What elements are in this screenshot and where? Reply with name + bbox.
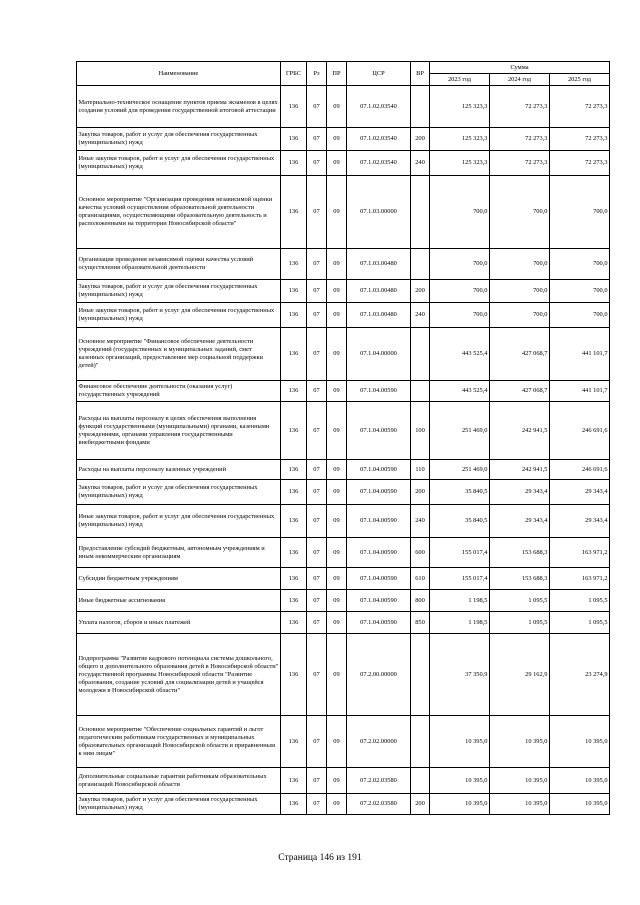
cell-csr: 07.1.04.00590 bbox=[347, 381, 411, 402]
cell-2023: 10 395,0 bbox=[430, 768, 490, 794]
cell-2023: 1 198,5 bbox=[430, 590, 490, 612]
table-row bbox=[77, 768, 610, 794]
cell-2024: 700,0 bbox=[490, 249, 550, 280]
cell-grbs: 136 bbox=[281, 568, 307, 590]
cell-2025: 23 274,9 bbox=[550, 634, 610, 716]
cell-2025: 29 343,4 bbox=[550, 505, 610, 538]
col-header-vr: ВР bbox=[411, 62, 430, 86]
cell-rz: 07 bbox=[307, 328, 327, 381]
cell-csr: 07.1.03.00480 bbox=[347, 249, 411, 280]
cell-2024: 700,0 bbox=[490, 176, 550, 249]
cell-name: Организация проведения независимой оценки качества условий осуществления образовательной деятельности bbox=[77, 249, 281, 280]
cell-pr: 09 bbox=[327, 303, 347, 328]
cell-2024: 700,0 bbox=[490, 280, 550, 303]
cell-grbs: 136 bbox=[281, 328, 307, 381]
cell-grbs: 136 bbox=[281, 128, 307, 151]
col-header-year-2023: 2023 год bbox=[430, 74, 490, 86]
cell-name: Иные закупки товаров, работ и услуг для обеспечения государственных (муниципальных) нужд bbox=[77, 151, 281, 176]
cell-pr: 09 bbox=[327, 460, 347, 480]
cell-2023: 443 525,4 bbox=[430, 381, 490, 402]
cell-rz: 07 bbox=[307, 249, 327, 280]
table-row bbox=[77, 128, 610, 151]
cell-vr bbox=[411, 716, 430, 768]
cell-2025: 10 395,0 bbox=[550, 768, 610, 794]
cell-grbs: 136 bbox=[281, 480, 307, 505]
cell-2025: 1 095,5 bbox=[550, 612, 610, 634]
cell-pr: 09 bbox=[327, 716, 347, 768]
cell-csr: 07.1.02.03540 bbox=[347, 86, 411, 128]
table-row bbox=[77, 381, 610, 402]
cell-2025: 163 971,2 bbox=[550, 568, 610, 590]
cell-vr bbox=[411, 381, 430, 402]
table-row bbox=[77, 590, 610, 612]
cell-2024: 29 162,9 bbox=[490, 634, 550, 716]
cell-name: Закупка товаров, работ и услуг для обеспечения государственных (муниципальных) нужд bbox=[77, 794, 281, 815]
cell-vr bbox=[411, 634, 430, 716]
page-number: Страница 146 из 191 bbox=[278, 853, 362, 863]
table-row bbox=[77, 460, 610, 480]
cell-2024: 10 395,0 bbox=[490, 768, 550, 794]
cell-2025: 1 095,5 bbox=[550, 590, 610, 612]
cell-grbs: 136 bbox=[281, 768, 307, 794]
cell-2023: 700,0 bbox=[430, 303, 490, 328]
cell-pr: 09 bbox=[327, 568, 347, 590]
cell-grbs: 136 bbox=[281, 151, 307, 176]
cell-name: Иные бюджетные ассигнования bbox=[77, 590, 281, 612]
col-header-csr: ЦСР bbox=[347, 62, 411, 86]
col-header-year-2024: 2024 год bbox=[490, 74, 550, 86]
cell-2023: 125 323,3 bbox=[430, 151, 490, 176]
table-row bbox=[77, 303, 610, 328]
cell-2025: 72 273,3 bbox=[550, 86, 610, 128]
cell-csr: 07.1.04.00590 bbox=[347, 505, 411, 538]
cell-2025: 700,0 bbox=[550, 303, 610, 328]
cell-2025: 10 395,0 bbox=[550, 716, 610, 768]
cell-name: Субсидии бюджетным учреждениям bbox=[77, 568, 281, 590]
cell-name: Уплата налогов, сборов и иных платежей bbox=[77, 612, 281, 634]
cell-pr: 09 bbox=[327, 381, 347, 402]
table-row bbox=[77, 538, 610, 568]
cell-rz: 07 bbox=[307, 634, 327, 716]
cell-2024: 29 343,4 bbox=[490, 505, 550, 538]
cell-2024: 72 273,3 bbox=[490, 151, 550, 176]
cell-vr bbox=[411, 249, 430, 280]
table-header bbox=[77, 62, 610, 86]
cell-name: Расходы на выплаты персоналу казенных учреждений bbox=[77, 460, 281, 480]
cell-2025: 700,0 bbox=[550, 176, 610, 249]
cell-2023: 35 840,5 bbox=[430, 480, 490, 505]
cell-2024: 1 095,5 bbox=[490, 590, 550, 612]
cell-2023: 37 350,9 bbox=[430, 634, 490, 716]
cell-name: Финансовое обеспечение деятельности (оказания услуг) государственных учреждений bbox=[77, 381, 281, 402]
cell-2024: 1 095,5 bbox=[490, 612, 550, 634]
cell-name: Предоставление субсидий бюджетным, автономным учреждениям и иным некоммерческим организациям bbox=[77, 538, 281, 568]
cell-pr: 09 bbox=[327, 151, 347, 176]
cell-name: Основное мероприятие "Организация проведения независимой оценки качества условий осуществления образовательной деятельности организациями, осуществляющими образовательную деятельность и расположенными на территории Новосибирской области" bbox=[77, 176, 281, 249]
cell-rz: 07 bbox=[307, 402, 327, 460]
cell-name: Основное мероприятие "Финансовое обеспечение деятельности учреждений (государственных и муниципальных заданий, смет казенных организаций, предоставление мер социальной поддержки детей)" bbox=[77, 328, 281, 381]
cell-grbs: 136 bbox=[281, 303, 307, 328]
col-header-year-2025: 2025 год bbox=[550, 74, 610, 86]
cell-grbs: 136 bbox=[281, 249, 307, 280]
cell-rz: 07 bbox=[307, 768, 327, 794]
table-row bbox=[77, 634, 610, 716]
cell-pr: 09 bbox=[327, 590, 347, 612]
cell-vr: 200 bbox=[411, 480, 430, 505]
table-body bbox=[77, 86, 610, 815]
cell-rz: 07 bbox=[307, 612, 327, 634]
cell-csr: 07.1.04.00590 bbox=[347, 402, 411, 460]
cell-name: Расходы на выплаты персоналу в целях обеспечения выполнения функций государственными (муниципальными) органами, казенными учреждениями, органами управления государственными внебюджетными фондами bbox=[77, 402, 281, 460]
cell-name: Материально-техническое оснащение пунктов приема экзаменов в целях создания условий для проведения государственной итоговой аттестации bbox=[77, 86, 281, 128]
cell-pr: 09 bbox=[327, 634, 347, 716]
cell-pr: 09 bbox=[327, 176, 347, 249]
cell-grbs: 136 bbox=[281, 280, 307, 303]
cell-pr: 09 bbox=[327, 249, 347, 280]
cell-pr: 09 bbox=[327, 612, 347, 634]
table-row bbox=[77, 249, 610, 280]
cell-grbs: 136 bbox=[281, 634, 307, 716]
cell-rz: 07 bbox=[307, 303, 327, 328]
cell-grbs: 136 bbox=[281, 612, 307, 634]
cell-2023: 155 017,4 bbox=[430, 568, 490, 590]
cell-rz: 07 bbox=[307, 794, 327, 815]
cell-csr: 07.1.03.00000 bbox=[347, 176, 411, 249]
cell-2024: 153 688,3 bbox=[490, 568, 550, 590]
table-row bbox=[77, 86, 610, 128]
cell-vr: 200 bbox=[411, 794, 430, 815]
cell-2024: 700,0 bbox=[490, 303, 550, 328]
cell-2024: 242 941,5 bbox=[490, 460, 550, 480]
cell-pr: 09 bbox=[327, 328, 347, 381]
cell-grbs: 136 bbox=[281, 505, 307, 538]
cell-2023: 1 198,5 bbox=[430, 612, 490, 634]
col-header-sum: Сумма bbox=[430, 62, 610, 74]
cell-name: Закупка товаров, работ и услуг для обеспечения государственных (муниципальных) нужд bbox=[77, 480, 281, 505]
cell-2023: 251 469,0 bbox=[430, 402, 490, 460]
cell-name: Закупка товаров, работ и услуг для обеспечения государственных (муниципальных) нужд bbox=[77, 280, 281, 303]
col-header-pr: ПР bbox=[327, 62, 347, 86]
cell-2025: 10 395,0 bbox=[550, 794, 610, 815]
cell-2025: 72 273,3 bbox=[550, 151, 610, 176]
cell-rz: 07 bbox=[307, 590, 327, 612]
cell-rz: 07 bbox=[307, 480, 327, 505]
cell-vr: 610 bbox=[411, 568, 430, 590]
cell-pr: 09 bbox=[327, 128, 347, 151]
cell-grbs: 136 bbox=[281, 86, 307, 128]
cell-rz: 07 bbox=[307, 86, 327, 128]
cell-rz: 07 bbox=[307, 280, 327, 303]
cell-csr: 07.2.02.03580 bbox=[347, 768, 411, 794]
cell-grbs: 136 bbox=[281, 460, 307, 480]
cell-2024: 72 273,3 bbox=[490, 128, 550, 151]
cell-csr: 07.2.00.00000 bbox=[347, 634, 411, 716]
cell-grbs: 136 bbox=[281, 538, 307, 568]
cell-vr: 600 bbox=[411, 538, 430, 568]
cell-pr: 09 bbox=[327, 480, 347, 505]
cell-grbs: 136 bbox=[281, 716, 307, 768]
cell-rz: 07 bbox=[307, 538, 327, 568]
col-header-rz: Рз bbox=[307, 62, 327, 86]
table-row bbox=[77, 505, 610, 538]
cell-rz: 07 bbox=[307, 151, 327, 176]
cell-2025: 246 691,6 bbox=[550, 460, 610, 480]
cell-rz: 07 bbox=[307, 505, 327, 538]
table-row bbox=[77, 402, 610, 460]
cell-csr: 07.1.04.00590 bbox=[347, 612, 411, 634]
cell-vr bbox=[411, 176, 430, 249]
cell-vr: 240 bbox=[411, 151, 430, 176]
cell-vr bbox=[411, 768, 430, 794]
cell-name: Дополнительные социальные гарантии работникам образовательных организаций Новосибирской области bbox=[77, 768, 281, 794]
cell-2024: 427 068,7 bbox=[490, 381, 550, 402]
table-row bbox=[77, 794, 610, 815]
cell-pr: 09 bbox=[327, 538, 347, 568]
cell-2024: 10 395,0 bbox=[490, 794, 550, 815]
cell-2023: 10 395,0 bbox=[430, 716, 490, 768]
cell-2024: 29 343,4 bbox=[490, 480, 550, 505]
cell-2025: 441 101,7 bbox=[550, 381, 610, 402]
cell-pr: 09 bbox=[327, 86, 347, 128]
cell-vr: 200 bbox=[411, 128, 430, 151]
cell-2025: 163 971,2 bbox=[550, 538, 610, 568]
cell-csr: 07.1.04.00590 bbox=[347, 590, 411, 612]
cell-csr: 07.1.04.00590 bbox=[347, 460, 411, 480]
cell-2024: 242 941,5 bbox=[490, 402, 550, 460]
cell-grbs: 136 bbox=[281, 590, 307, 612]
cell-2024: 427 068,7 bbox=[490, 328, 550, 381]
cell-rz: 07 bbox=[307, 716, 327, 768]
cell-2024: 72 273,3 bbox=[490, 86, 550, 128]
cell-pr: 09 bbox=[327, 402, 347, 460]
cell-vr: 200 bbox=[411, 280, 430, 303]
cell-grbs: 136 bbox=[281, 402, 307, 460]
cell-2023: 35 840,5 bbox=[430, 505, 490, 538]
table-row bbox=[77, 480, 610, 505]
table-row bbox=[77, 328, 610, 381]
cell-vr: 240 bbox=[411, 303, 430, 328]
cell-pr: 09 bbox=[327, 768, 347, 794]
cell-rz: 07 bbox=[307, 568, 327, 590]
cell-grbs: 136 bbox=[281, 381, 307, 402]
cell-2025: 72 273,3 bbox=[550, 128, 610, 151]
col-header-grbs: ГРБС bbox=[281, 62, 307, 86]
cell-csr: 07.1.03.00480 bbox=[347, 280, 411, 303]
cell-name: Основное мероприятие "Обеспечение социальных гарантий и льгот педагогическим работникам государственных и муниципальных образовательных организаций Новосибирской области и приравненным к ним лицам" bbox=[77, 716, 281, 768]
cell-rz: 07 bbox=[307, 176, 327, 249]
cell-vr bbox=[411, 328, 430, 381]
cell-2025: 700,0 bbox=[550, 280, 610, 303]
cell-2025: 441 101,7 bbox=[550, 328, 610, 381]
cell-2024: 153 688,3 bbox=[490, 538, 550, 568]
cell-2023: 700,0 bbox=[430, 176, 490, 249]
cell-2023: 125 323,3 bbox=[430, 86, 490, 128]
cell-csr: 07.1.03.00480 bbox=[347, 303, 411, 328]
cell-vr: 110 bbox=[411, 460, 430, 480]
cell-csr: 07.1.02.03540 bbox=[347, 151, 411, 176]
cell-csr: 07.1.04.00000 bbox=[347, 328, 411, 381]
cell-csr: 07.2.02.00000 bbox=[347, 716, 411, 768]
cell-csr: 07.1.04.00590 bbox=[347, 538, 411, 568]
cell-name: Подпрограмма "Развитие кадрового потенциала системы дошкольного, общего и дополнительного образования детей в Новосибирской области" государственной программы Новосибирской области "Развитие образования, создание условий для социализации детей и учащейся молодежи в Новосибирской области" bbox=[77, 634, 281, 716]
cell-vr: 100 bbox=[411, 402, 430, 460]
cell-2023: 155 017,4 bbox=[430, 538, 490, 568]
col-header-name: Наименование bbox=[77, 62, 281, 86]
budget-table bbox=[76, 61, 610, 815]
cell-csr: 07.2.02.03580 bbox=[347, 794, 411, 815]
cell-name: Иные закупки товаров, работ и услуг для обеспечения государственных (муниципальных) нужд bbox=[77, 505, 281, 538]
cell-2023: 125 323,3 bbox=[430, 128, 490, 151]
cell-2023: 251 469,0 bbox=[430, 460, 490, 480]
cell-vr: 240 bbox=[411, 505, 430, 538]
cell-vr bbox=[411, 86, 430, 128]
cell-name: Закупка товаров, работ и услуг для обеспечения государственных (муниципальных) нужд bbox=[77, 128, 281, 151]
cell-2024: 10 395,0 bbox=[490, 716, 550, 768]
cell-rz: 07 bbox=[307, 381, 327, 402]
cell-2023: 443 525,4 bbox=[430, 328, 490, 381]
table-row bbox=[77, 612, 610, 634]
cell-2025: 29 343,4 bbox=[550, 480, 610, 505]
cell-2023: 700,0 bbox=[430, 280, 490, 303]
cell-vr: 800 bbox=[411, 590, 430, 612]
cell-name: Иные закупки товаров, работ и услуг для обеспечения государственных (муниципальных) нужд bbox=[77, 303, 281, 328]
cell-2025: 246 691,6 bbox=[550, 402, 610, 460]
cell-pr: 09 bbox=[327, 794, 347, 815]
cell-2023: 700,0 bbox=[430, 249, 490, 280]
cell-rz: 07 bbox=[307, 460, 327, 480]
cell-csr: 07.1.04.00590 bbox=[347, 568, 411, 590]
cell-pr: 09 bbox=[327, 280, 347, 303]
table-row bbox=[77, 568, 610, 590]
cell-grbs: 136 bbox=[281, 794, 307, 815]
table-row bbox=[77, 280, 610, 303]
table-row bbox=[77, 716, 610, 768]
table-row bbox=[77, 151, 610, 176]
cell-2023: 10 395,0 bbox=[430, 794, 490, 815]
table-row bbox=[77, 176, 610, 249]
cell-grbs: 136 bbox=[281, 176, 307, 249]
cell-2025: 700,0 bbox=[550, 249, 610, 280]
cell-pr: 09 bbox=[327, 505, 347, 538]
cell-csr: 07.1.04.00590 bbox=[347, 480, 411, 505]
cell-rz: 07 bbox=[307, 128, 327, 151]
cell-vr: 850 bbox=[411, 612, 430, 634]
cell-csr: 07.1.02.03540 bbox=[347, 128, 411, 151]
